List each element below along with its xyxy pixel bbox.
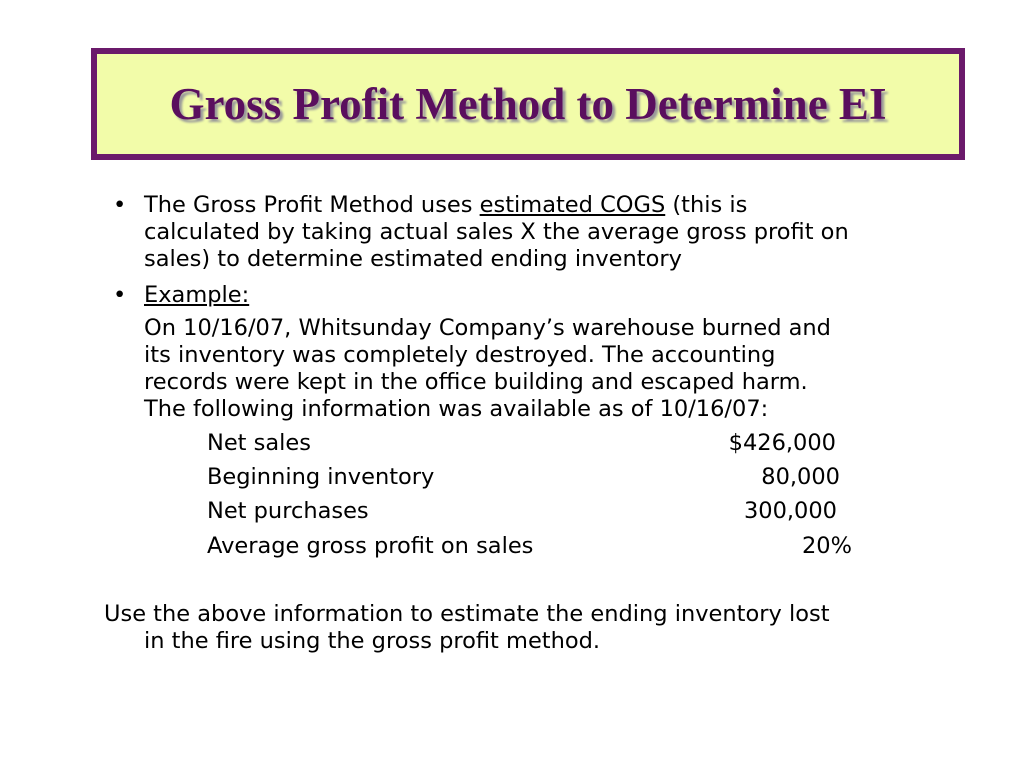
title-box: [91, 48, 965, 160]
info-row-value-beginning-inventory: 80,000: [761, 464, 840, 490]
info-row-value-avg-gross-profit: 20%: [801, 533, 852, 559]
example-line-4: The following information was available as of 10/16/07:: [144, 396, 769, 422]
example-label: Example:: [144, 282, 250, 308]
closing-line-1: Use the above information to estimate the ending inventory lost: [104, 601, 830, 627]
bullet-1-line-1-prefix: The Gross Profit Method uses: [144, 192, 480, 218]
example-line-3: records were kept in the office building and escaped harm.: [144, 369, 808, 395]
estimated-cogs-term: estimated COGS: [479, 192, 666, 218]
info-row-label-net-sales: Net sales: [207, 430, 311, 456]
bullet-marker-2: •: [113, 282, 127, 308]
info-row-label-avg-gross-profit: Average gross profit on sales: [207, 533, 534, 559]
info-row-value-net-sales: $426,000: [728, 430, 836, 456]
info-row-label-net-purchases: Net purchases: [207, 498, 369, 524]
bullet-1-line-1-suffix: (this is: [665, 192, 748, 218]
example-line-2: its inventory was completely destroyed. The accounting: [144, 342, 776, 368]
example-line-1: On 10/16/07, Whitsunday Company’s warehouse burned and: [144, 315, 831, 341]
info-row-label-beginning-inventory: Beginning inventory: [207, 464, 435, 490]
bullet-1-line-1: [144, 192, 747, 219]
bullet-1-line-2: calculated by taking actual sales X the average gross profit on: [144, 219, 849, 245]
bullet-marker-1: •: [113, 192, 127, 218]
bullet-1-line-3: sales) to determine estimated ending inventory: [144, 246, 682, 272]
info-row-value-net-purchases: 300,000: [743, 498, 837, 524]
slide-title: Gross Profit Method to Determine EI: [169, 79, 887, 129]
closing-line-2: in the fire using the gross profit method.: [144, 628, 601, 654]
